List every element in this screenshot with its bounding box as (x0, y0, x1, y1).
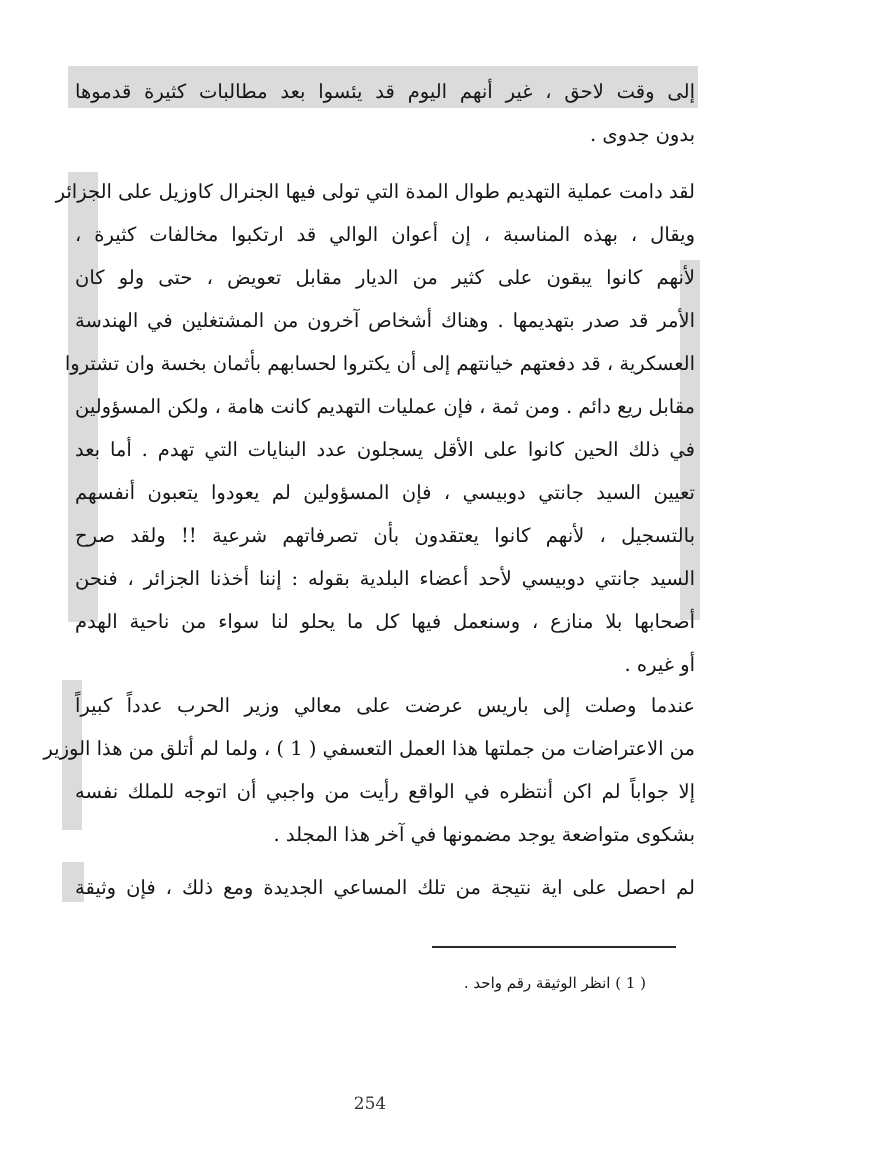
page-number: 254 (353, 1094, 387, 1114)
text-line: إلى وقت لاحق ، غير أنهم اليوم قد يئسوا بعد مطالبات كثيرة قدموها (75, 80, 695, 103)
text-line: مقابل ريع دائم . ومن ثمة ، فإن عمليات التهديم كانت هامة ، ولكن المسؤولين (75, 395, 695, 418)
text-line: بدون جدوى . (590, 123, 695, 146)
text-line: الأمر قد صدر بتهديمها . وهناك أشخاص آخرون من المشتغلين في الهندسة (75, 309, 695, 332)
text-line: السيد جانتي دوبيسي لأحد أعضاء البلدية بقوله : إننا أخذنا الجزائر ، فنحن (75, 567, 695, 590)
text-line: لقد دامت عملية التهديم طوال المدة التي تولى فيها الجنرال كاوزيل على الجزائر (55, 180, 695, 203)
text-line: أصحابها بلا منازع ، وسنعمل فيها كل ما يحلو لنا سواء من ناحية الهدم (75, 610, 695, 633)
text-line: ويقال ، بهذه المناسبة ، إن أعوان الوالي قد ارتكبوا مخالفات كثيرة ، (75, 223, 695, 246)
footnote-separator (432, 946, 676, 948)
text-line: عندما وصلت إلى باريس عرضت على معالي وزير الحرب عدداً كبيراً (75, 694, 695, 717)
paragraph-1 (75, 70, 695, 156)
text-line: بالتسجيل ، لأنهم كانوا يعتقدون بأن تصرفاتهم شرعية !! ولقد صرح (75, 524, 695, 547)
paragraph-3 (43, 684, 695, 856)
text-line: بشكوى متواضعة يوجد مضمونها في آخر هذا المجلد . (273, 823, 695, 846)
text-line: لم احصل على اية نتيجة من تلك المساعي الجديدة ومع ذلك ، فإن وثيقة (75, 876, 695, 899)
text-line: العسكرية ، قد دفعتهم خيانتهم إلى أن يكتروا لحسابهم بأثمان بخسة وان تشتروا (64, 352, 695, 375)
text-line: من الاعتراضات من جملتها هذا العمل التعسفي ( 1 ) ، ولما لم أتلق من هذا الوزير (43, 737, 695, 760)
text-line: لأنهم كانوا يبقون على كثير من الديار مقابل تعويض ، حتى ولو كان (75, 266, 695, 289)
text-line: تعيين السيد جانتي دوبيسي ، فإن المسؤولين لم يعودوا يتعبون أنفسهم (75, 481, 695, 504)
text-line: في ذلك الحين كانوا على الأقل يسجلون عدد البنايات التي تهدم . أما بعد (75, 438, 695, 461)
paragraph-2 (55, 170, 695, 686)
paragraph-4 (75, 866, 695, 909)
footnote: ( 1 ) انظر الوثيقة رقم واحد . (463, 974, 646, 992)
text-line: أو غيره . (624, 653, 695, 676)
text-line: إلا جواباً لم اكن أنتظره في الواقع رأيت من واجبي أن اتوجه للملك نفسه (75, 780, 695, 803)
